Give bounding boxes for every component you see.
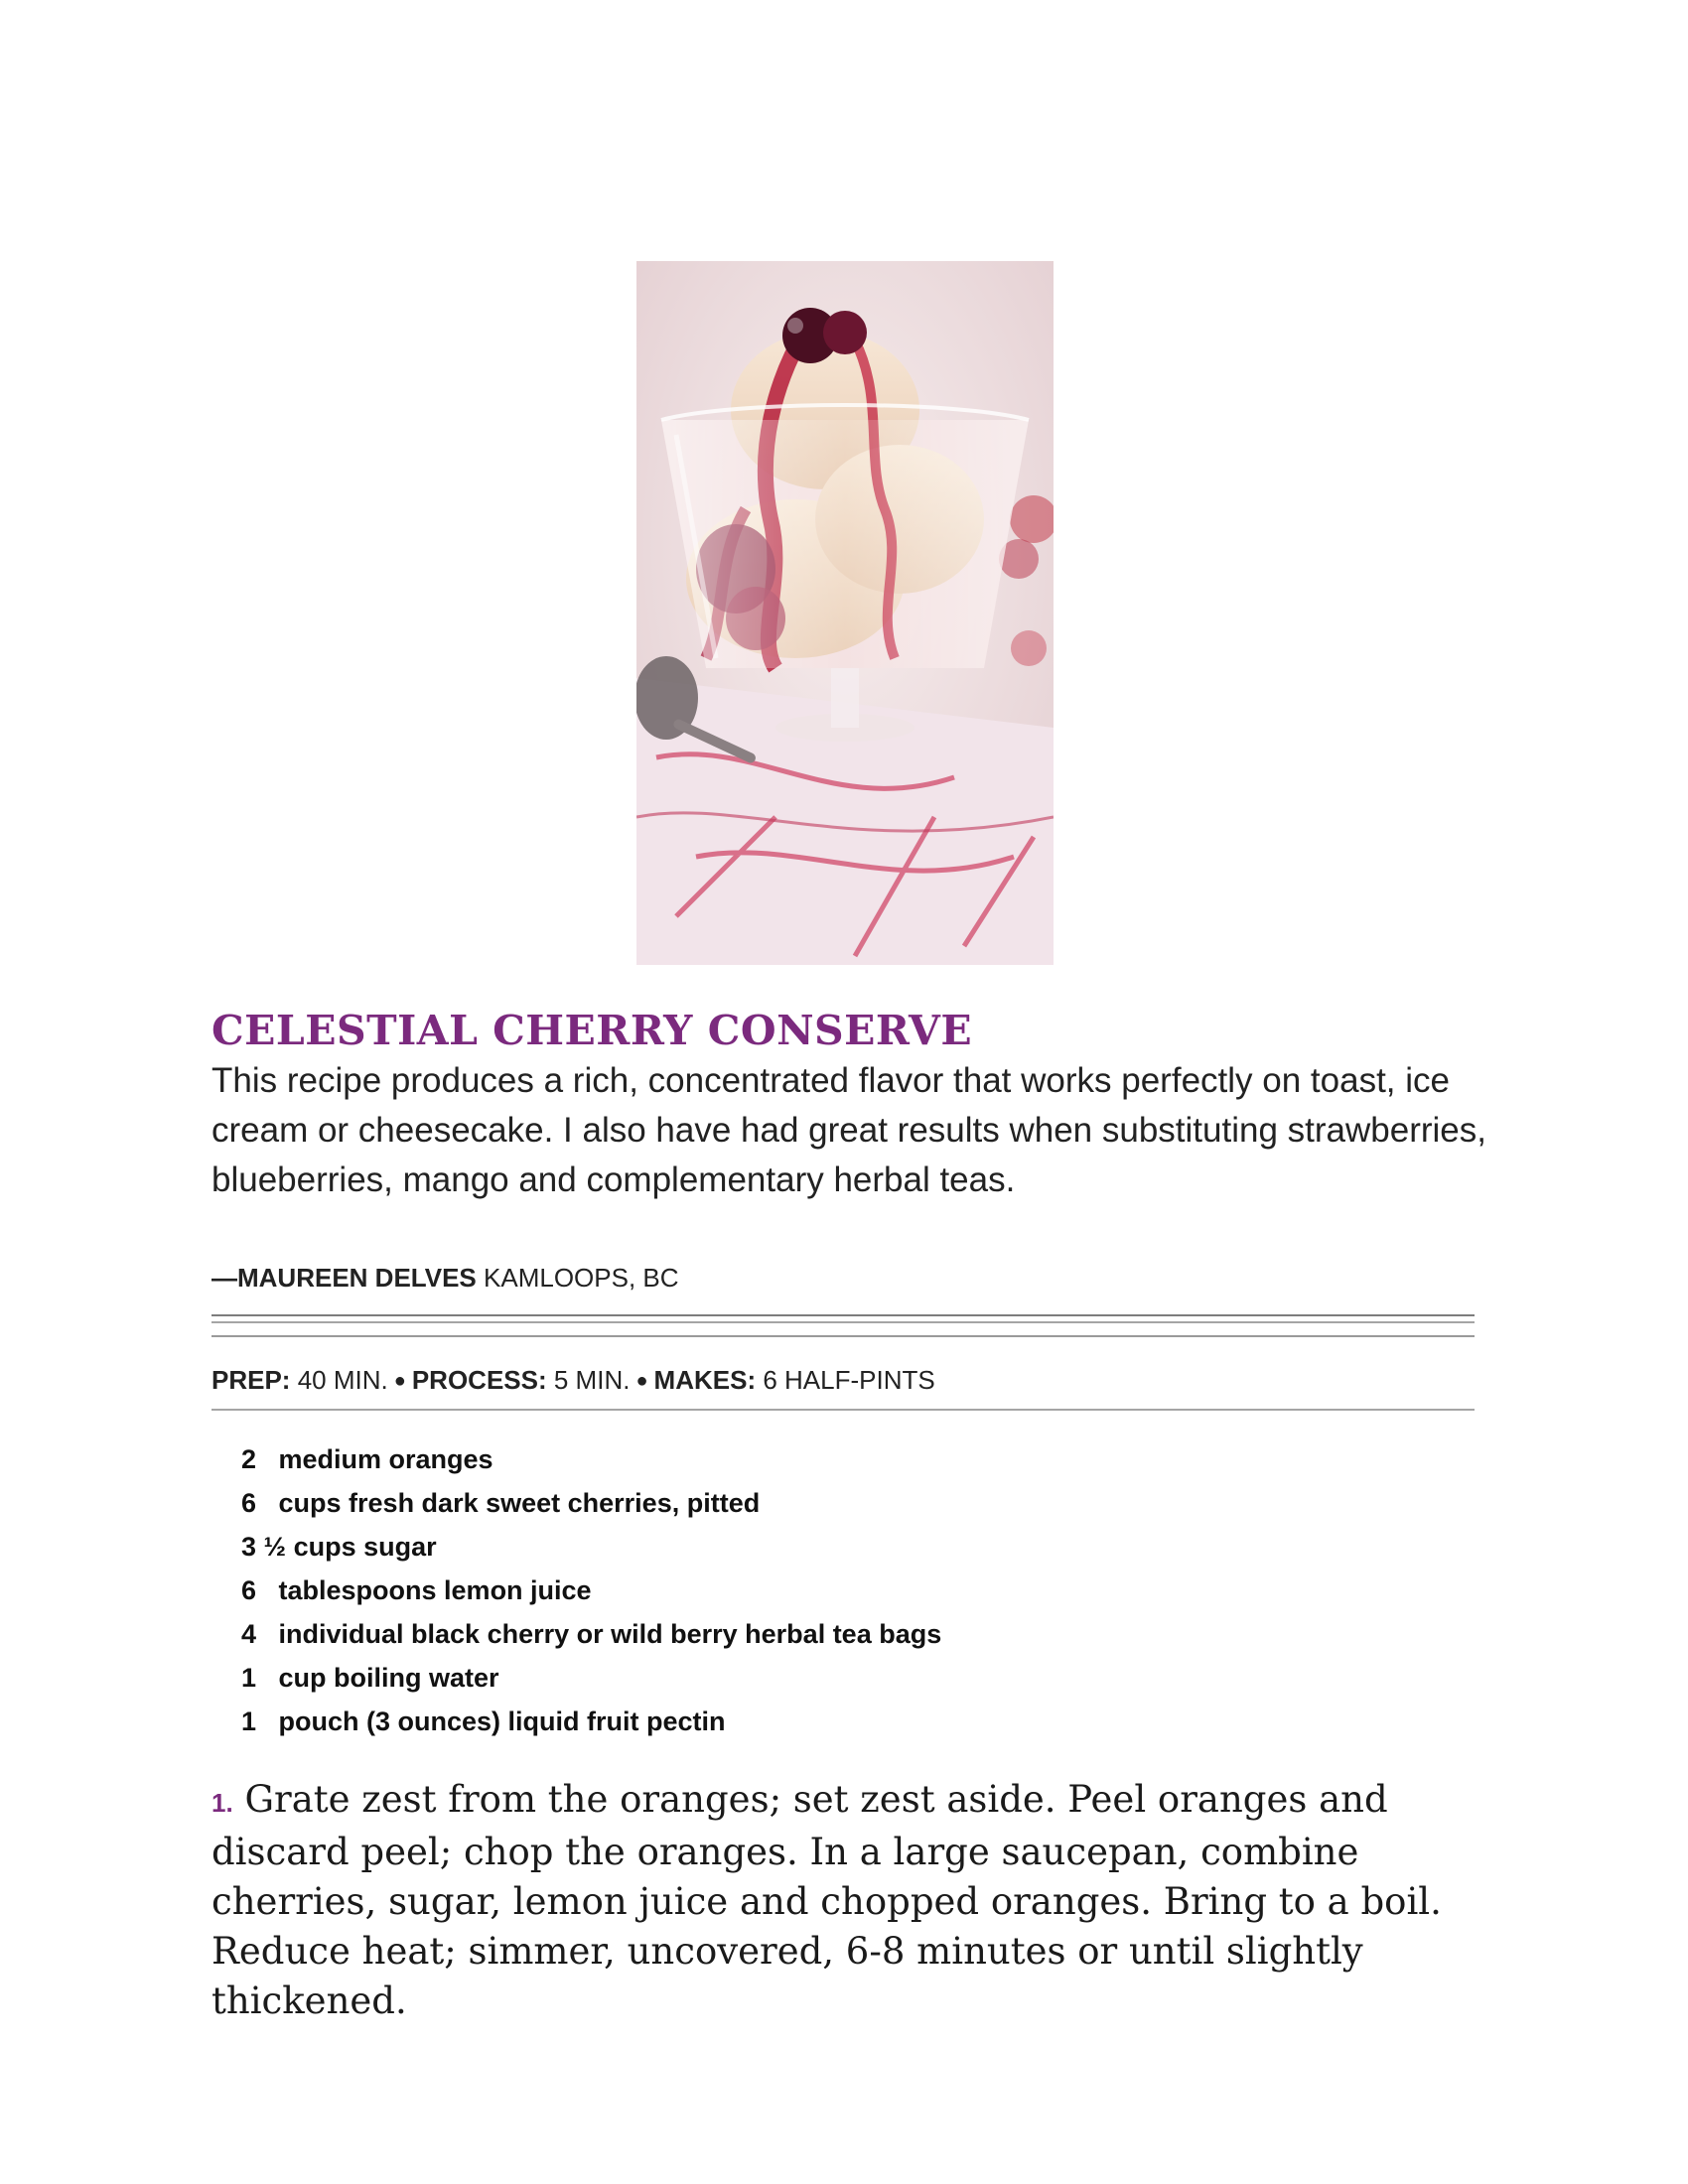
ingredient-text: individual black cherry or wild berry herbal tea bags	[278, 1619, 942, 1649]
ingredient-list	[241, 1437, 941, 1743]
ingredient-text: tablespoons lemon juice	[278, 1575, 592, 1605]
makes-label: MAKES:	[653, 1365, 757, 1395]
ingredient-text: medium oranges	[278, 1444, 493, 1474]
recipe-photo	[636, 261, 1054, 965]
prep-value: 40 MIN.	[297, 1365, 388, 1395]
prep-label: PREP:	[211, 1365, 291, 1395]
ingredient-item	[241, 1612, 941, 1656]
ingredient-qty: 3 ½	[241, 1532, 287, 1562]
ingredient-item	[241, 1437, 941, 1481]
step-text: Grate zest from the oranges; set zest aside. Peel oranges and discard peel; chop the oranges. In a large saucepan, combine cherries, sugar, lemon juice and chopped oranges. Bring to a boil. Reduce heat; simmer, uncovered, 6-8 minutes or until slightly thickened.	[211, 1778, 1442, 2022]
process-value: 5 MIN.	[553, 1365, 631, 1395]
recipe-step	[211, 1775, 1502, 2026]
ingredient-qty: 1	[241, 1706, 257, 1736]
bullet-separator: ●	[635, 1370, 648, 1392]
step-number: 1.	[211, 1788, 233, 1818]
recipe-intro: This recipe produces a rich, concentrated flavor that works perfectly on toast, ice cream or cheesecake. I also have had great results when substituting strawberries, blueberries, mango and complementary herbal teas.	[211, 1061, 1486, 1199]
bullet-separator: ●	[393, 1370, 406, 1392]
ingredient-qty: 6	[241, 1575, 257, 1605]
recipe-meta	[211, 1365, 935, 1396]
ingredient-item	[241, 1525, 941, 1569]
ingredient-qty: 2	[241, 1444, 257, 1474]
ingredient-qty: 6	[241, 1488, 257, 1518]
recipe-byline	[211, 1263, 679, 1294]
divider	[211, 1409, 1475, 1411]
author-location: KAMLOOPS, BC	[484, 1263, 679, 1293]
process-label: PROCESS:	[411, 1365, 547, 1395]
divider	[211, 1314, 1475, 1316]
ingredient-text: cups fresh dark sweet cherries, pitted	[278, 1488, 761, 1518]
ingredient-text: pouch (3 ounces) liquid fruit pectin	[278, 1706, 726, 1736]
author-name: —MAUREEN DELVES	[211, 1263, 477, 1293]
ingredient-qty: 4	[241, 1619, 257, 1649]
ingredient-text: cup boiling water	[278, 1663, 499, 1693]
ingredient-item	[241, 1656, 941, 1700]
sundae-illustration	[636, 261, 1054, 965]
makes-value: 6 HALF-PINTS	[763, 1365, 935, 1395]
ingredient-qty: 1	[241, 1663, 257, 1693]
ingredient-item	[241, 1481, 941, 1525]
ingredient-item	[241, 1700, 941, 1743]
divider	[211, 1321, 1475, 1323]
ingredient-item	[241, 1569, 941, 1612]
ingredient-text: cups sugar	[293, 1532, 437, 1562]
divider	[211, 1335, 1475, 1337]
recipe-title: CELESTIAL CHERRY CONSERVE	[211, 1007, 973, 1054]
